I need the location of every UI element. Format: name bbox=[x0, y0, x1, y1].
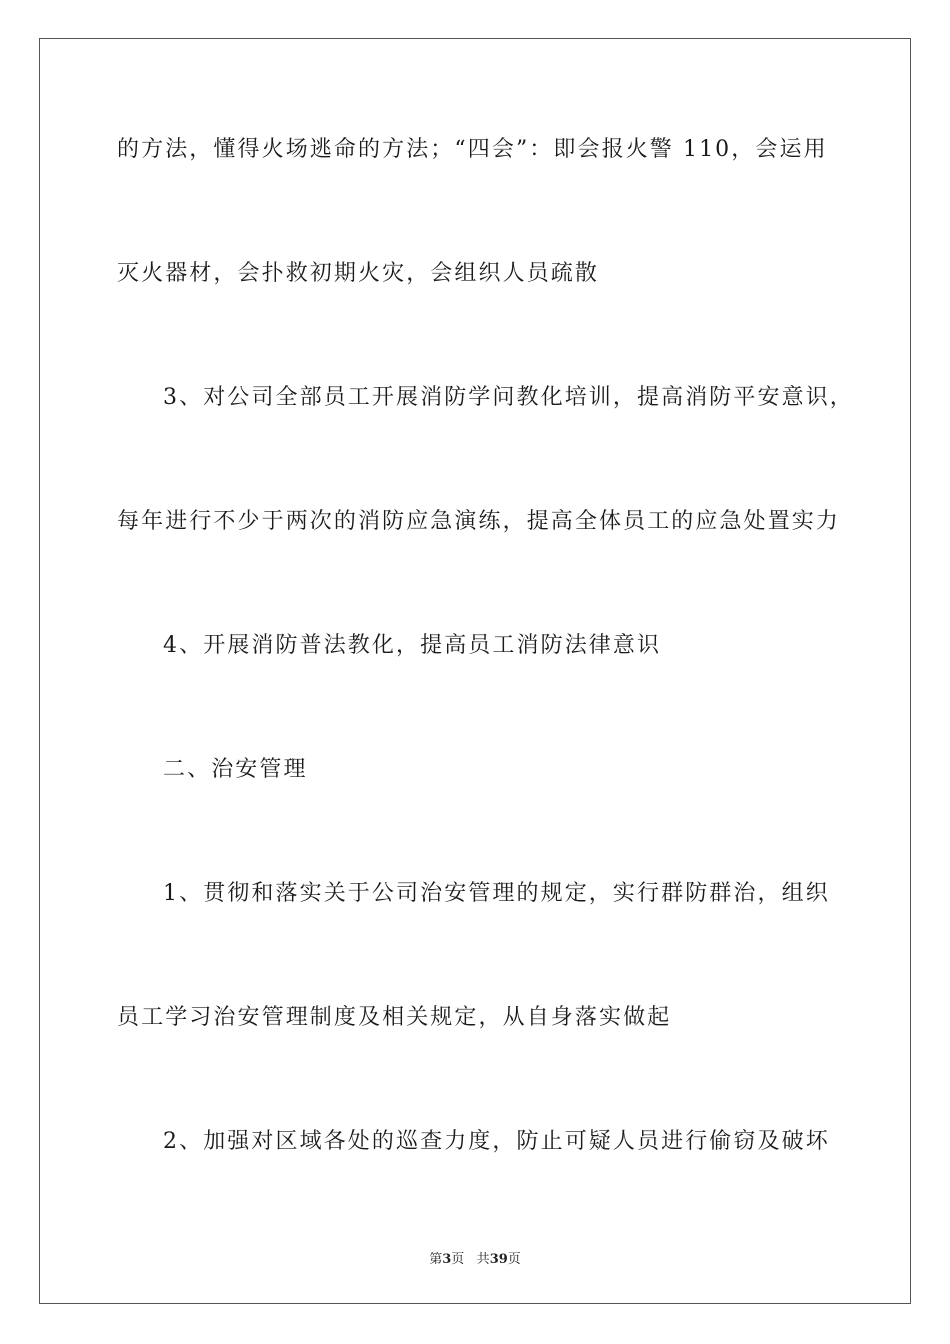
page-border bbox=[39, 38, 911, 1304]
total-prefix: 共 bbox=[476, 1252, 490, 1267]
body-line-5: 4、开展消防普法教化，提高员工消防法律意识 bbox=[163, 633, 662, 658]
page-prefix: 第 bbox=[429, 1252, 443, 1267]
section-heading: 二、治安管理 bbox=[163, 757, 308, 782]
page-suffix: 页 bbox=[451, 1252, 465, 1267]
body-line-8: 员工学习治安管理制度及相关规定，从自身落实做起 bbox=[117, 1005, 672, 1030]
body-line-4: 每年进行不少于两次的消防应急演练，提高全体员工的应急处置实力 bbox=[117, 509, 841, 534]
body-line-9: 2、加强对区域各处的巡查力度，防止可疑人员进行偷窃及破坏 bbox=[163, 1129, 830, 1154]
page-footer bbox=[0, 1248, 950, 1267]
total-pages: 39 bbox=[489, 1252, 508, 1267]
body-line-2: 灭火器材，会扑救初期火灾，会组织人员疏散 bbox=[117, 261, 600, 286]
body-line-7: 1、贯彻和落实关于公司治安管理的规定，实行群防群治，组织 bbox=[163, 881, 830, 906]
body-line-1: 的方法，懂得火场逃命的方法；“四会”：即会报火警 110，会运用 bbox=[117, 137, 828, 162]
page-number: 3 bbox=[442, 1252, 452, 1267]
total-suffix: 页 bbox=[507, 1252, 521, 1267]
body-line-3: 3、对公司全部员工开展消防学问教化培训，提高消防平安意识， bbox=[163, 385, 854, 410]
